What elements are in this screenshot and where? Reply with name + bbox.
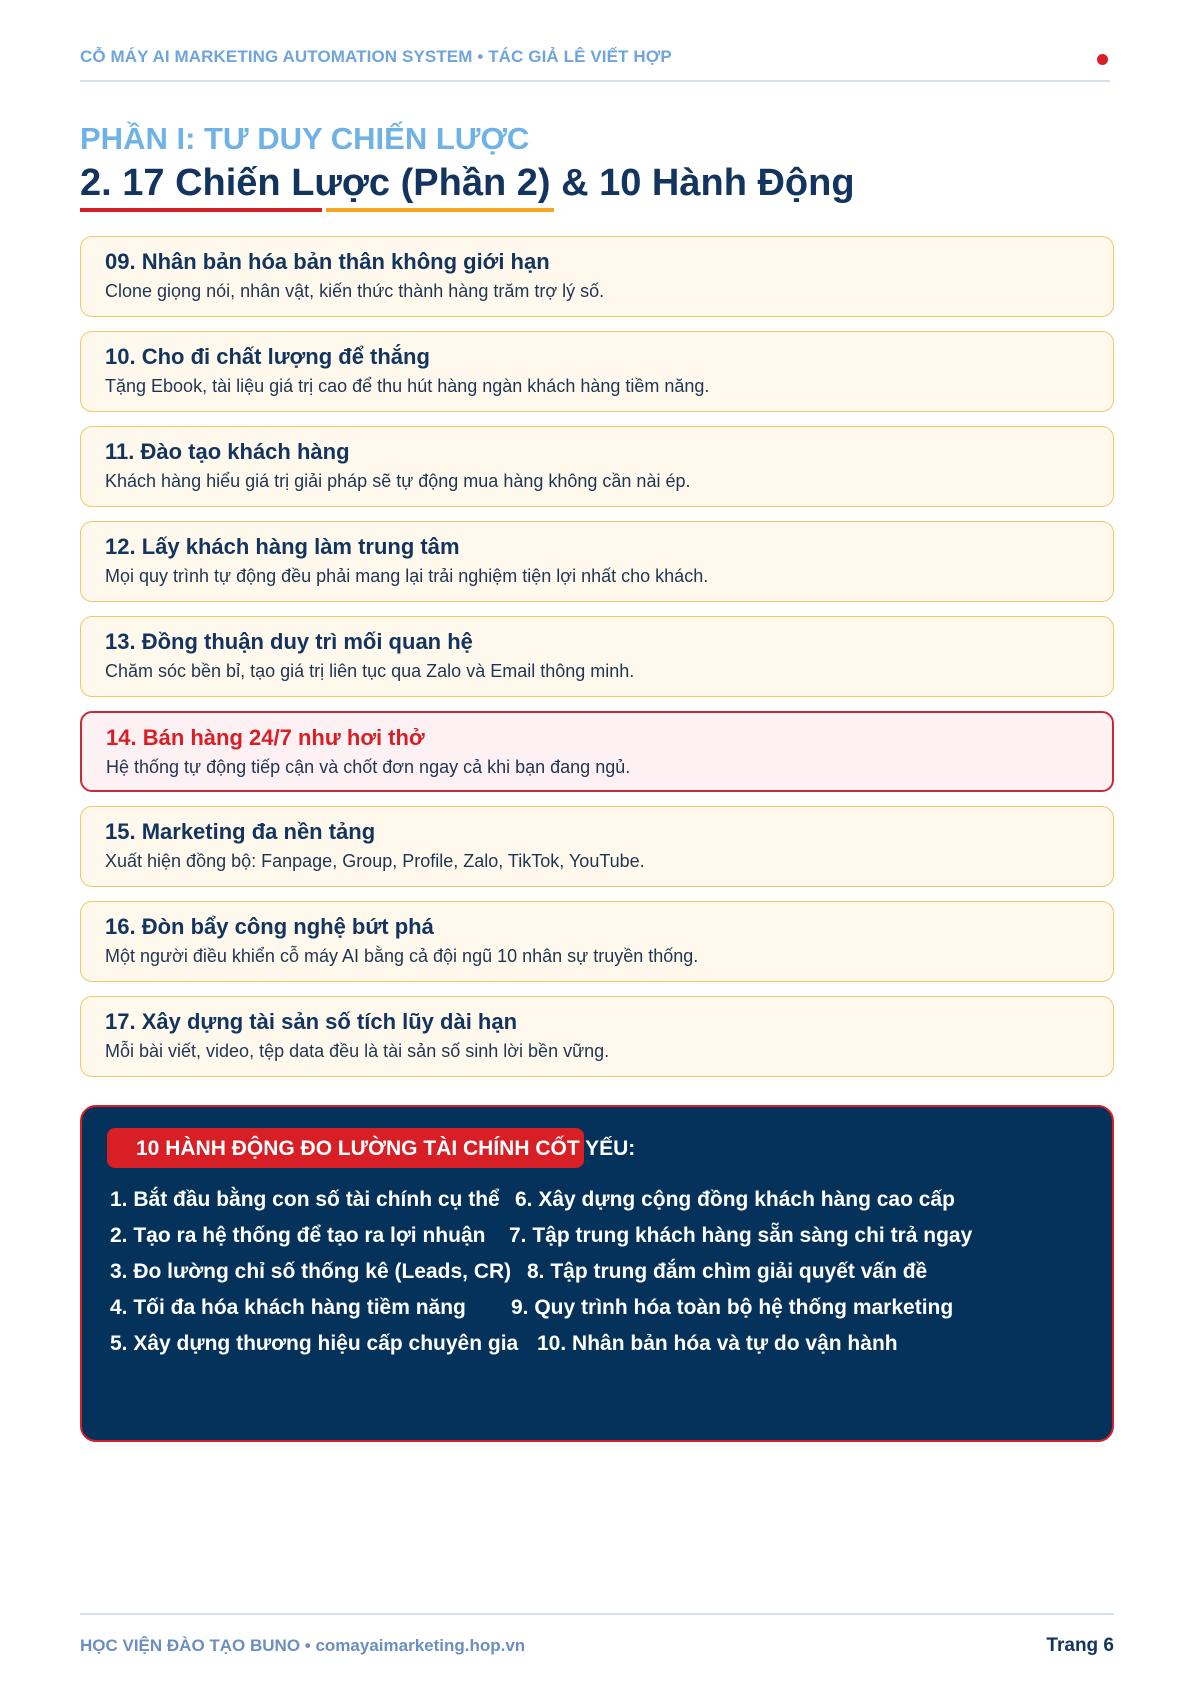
strategy-description: Tặng Ebook, tài liệu giá trị cao để thu hút hàng ngàn khách hàng tiềm năng. bbox=[105, 376, 710, 396]
strategy-title: 11. Đào tạo khách hàng bbox=[105, 439, 350, 464]
action-item: 10. Nhân bản hóa và tự do vận hành bbox=[537, 1332, 898, 1355]
title-underline-red bbox=[80, 208, 322, 212]
strategy-title: 17. Xây dựng tài sản số tích lũy dài hạn bbox=[105, 1009, 518, 1034]
strategy-card bbox=[80, 521, 1114, 602]
strategy-description: Mỗi bài viết, video, tệp data đều là tài sản số sinh lời bền vững. bbox=[105, 1041, 610, 1061]
action-item: 1. Bắt đầu bằng con số tài chính cụ thể bbox=[110, 1188, 500, 1211]
actions-panel bbox=[80, 1105, 1114, 1442]
strategy-card bbox=[80, 426, 1114, 507]
strategy-description: Mọi quy trình tự động đều phải mang lại trải nghiệm tiện lợi nhất cho khách. bbox=[105, 566, 709, 586]
strategy-list bbox=[80, 236, 1114, 1091]
actions-heading: 10 HÀNH ĐỘNG ĐO LƯỜNG TÀI CHÍNH CỐT YẾU: bbox=[136, 1137, 636, 1160]
strategy-description: Khách hàng hiểu giá trị giải pháp sẽ tự động mua hàng không cần nài ép. bbox=[105, 471, 691, 491]
action-item: 6. Xây dựng cộng đồng khách hàng cao cấp bbox=[515, 1188, 955, 1211]
strategy-description: Xuất hiện đồng bộ: Fanpage, Group, Profile, Zalo, TikTok, YouTube. bbox=[105, 851, 645, 871]
page-title: 2. 17 Chiến Lược (Phần 2) & 10 Hành Động bbox=[80, 162, 855, 204]
action-item: 7. Tập trung khách hàng sẵn sàng chi trả ngay bbox=[509, 1224, 973, 1247]
strategy-title: 15. Marketing đa nền tảng bbox=[105, 819, 376, 844]
strategy-description: Chăm sóc bền bỉ, tạo giá trị liên tục qua Zalo và Email thông minh. bbox=[105, 661, 635, 681]
title-underline-orange bbox=[326, 208, 554, 212]
action-item: 4. Tối đa hóa khách hàng tiềm năng bbox=[110, 1296, 466, 1319]
footer-source: HỌC VIỆN ĐÀO TẠO BUNO • comayaimarketing.hop.vn bbox=[80, 1636, 526, 1655]
running-header bbox=[80, 46, 1110, 82]
action-item: 8. Tập trung đắm chìm giải quyết vấn đề bbox=[527, 1260, 928, 1283]
strategy-card bbox=[80, 331, 1114, 412]
action-item: 5. Xây dựng thương hiệu cấp chuyên gia bbox=[110, 1332, 519, 1355]
action-item: 3. Đo lường chỉ số thống kê (Leads, CR) bbox=[110, 1260, 512, 1283]
strategy-description: Hệ thống tự động tiếp cận và chốt đơn ngay cả khi bạn đang ngủ. bbox=[106, 757, 631, 777]
strategy-title: 10. Cho đi chất lượng để thắng bbox=[105, 344, 430, 369]
action-item: 2. Tạo ra hệ thống để tạo ra lợi nhuận bbox=[110, 1224, 486, 1247]
strategy-description: Clone giọng nói, nhân vật, kiến thức thành hàng trăm trợ lý số. bbox=[105, 281, 605, 301]
page-number: Trang 6 bbox=[1046, 1635, 1114, 1656]
header-text: CỖ MÁY AI MARKETING AUTOMATION SYSTEM • TÁC GIẢ LÊ VIẾT HỢP bbox=[80, 47, 672, 66]
header-red-dot-icon bbox=[1097, 54, 1108, 65]
strategy-title: 16. Đòn bẩy công nghệ bứt phá bbox=[105, 914, 434, 939]
strategy-card bbox=[80, 236, 1114, 317]
strategy-card bbox=[80, 616, 1114, 697]
strategy-title: 13. Đồng thuận duy trì mối quan hệ bbox=[105, 629, 473, 654]
strategy-title: 09. Nhân bản hóa bản thân không giới hạn bbox=[105, 249, 550, 274]
strategy-card bbox=[80, 901, 1114, 982]
strategy-description: Một người điều khiển cỗ máy AI bằng cả đội ngũ 10 nhân sự truyền thống. bbox=[105, 946, 699, 966]
section-label: PHẦN I: TƯ DUY CHIẾN LƯỢC bbox=[80, 121, 530, 156]
strategy-card-highlighted bbox=[80, 711, 1114, 792]
action-item: 9. Quy trình hóa toàn bộ hệ thống marketing bbox=[511, 1296, 954, 1319]
strategy-title: 12. Lấy khách hàng làm trung tâm bbox=[105, 534, 460, 559]
strategy-card bbox=[80, 996, 1114, 1077]
strategy-card bbox=[80, 806, 1114, 887]
strategy-title: 14. Bán hàng 24/7 như hơi thở bbox=[106, 725, 425, 750]
footer-divider bbox=[80, 1613, 1114, 1615]
